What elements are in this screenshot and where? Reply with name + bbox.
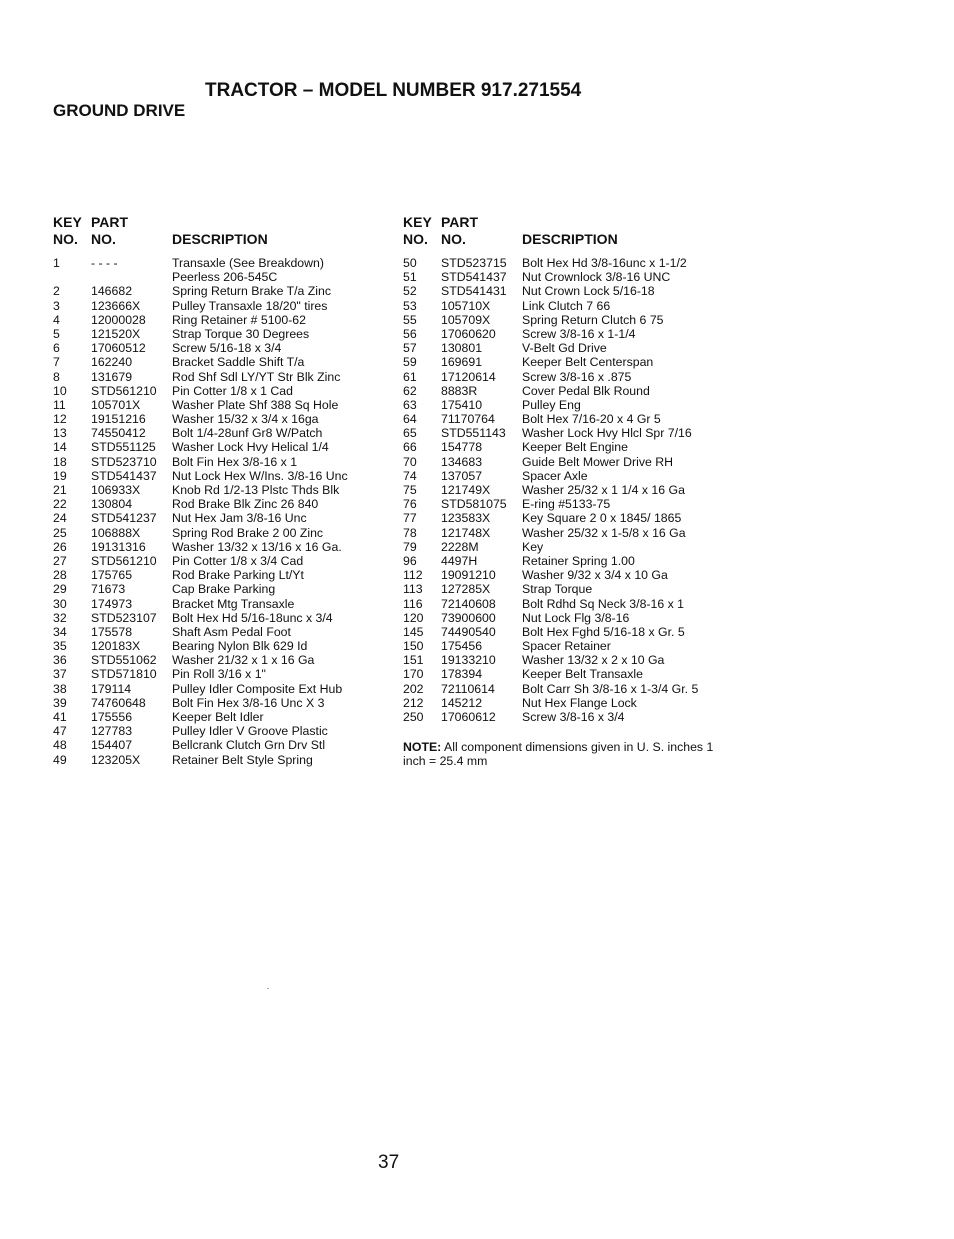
part-number: 175456 [441,639,483,654]
parts-row [53,639,383,653]
part-number: STD523710 [91,454,157,469]
key-number: 78 [403,525,417,540]
parts-row [403,667,733,681]
part-number: 17060612 [441,710,496,724]
part-description: Spring Return Clutch 6 75 [522,312,664,327]
left-parts-rows [53,256,383,767]
parts-row [53,738,383,752]
part-number: 137057 [441,468,483,483]
part-number: STD541437 [441,270,507,285]
parts-row [53,625,383,639]
part-number: STD523107 [91,610,157,625]
part-description: Spacer Retainer [522,639,611,654]
part-description: Strap Torque 30 Degrees [172,326,310,341]
part-number: 106888X [91,525,141,540]
parts-row [403,313,733,327]
key-number: 29 [53,582,67,597]
part-number: 130804 [91,497,133,512]
part-description: Pin Roll 3/16 x 1" [172,667,266,682]
part-number: 71673 [91,582,126,597]
part-number: 105710X [441,298,491,313]
key-number: 48 [53,738,67,753]
key-number: 62 [403,383,417,398]
parts-row [403,299,733,313]
part-number: 131679 [91,369,133,384]
key-number: 49 [53,752,67,767]
part-description: Bracket Saddle Shift T/a [172,355,305,370]
part-number: 162240 [91,355,133,370]
part-number: STD571810 [91,667,157,682]
parts-row [53,526,383,540]
key-number: 2 [53,284,60,299]
key-number: 75 [403,483,417,497]
key-number: 212 [403,695,424,710]
parts-row [403,327,733,341]
parts-row [53,483,383,497]
part-description: Bolt Fin Hex 3/8-16 x 1 [172,454,298,469]
description-header: DESCRIPTION [522,231,618,247]
part-description: Screw 3/8-16 x 1-1/4 [522,326,636,341]
part-number: STD551062 [91,653,157,668]
part-description: Rod Shf Sdl LY/YT Str Blk Zinc [172,369,341,384]
part-description: Rod Brake Blk Zinc 26 840 [172,497,319,512]
part-description: Bolt Fin Hex 3/8-16 Unc X 3 [172,695,325,710]
key-number: 21 [53,483,67,497]
parts-row [53,284,383,298]
parts-row [53,426,383,440]
key-number: 10 [53,383,67,398]
part-description: Washer 9/32 x 3/4 x 10 Ga [522,568,668,583]
parts-row [403,341,733,355]
part-description: V-Belt Gd Drive [522,341,607,356]
part-number: STD561210 [91,553,157,568]
parts-row [53,696,383,710]
key-number: 63 [403,397,417,412]
parts-row [403,440,733,454]
parts-row [403,412,733,426]
part-description: Key Square 2 0 x 1845/ 1865 [522,511,682,526]
parts-row [403,384,733,398]
left-table-header [53,214,383,250]
part-number: 154778 [441,440,483,455]
part-number: 8883R [441,383,478,398]
part-number: 72110614 [441,681,495,696]
parts-row [53,440,383,454]
part-number: 127783 [91,724,133,739]
part-description: Ring Retainer # 5100-62 [172,312,306,327]
key-number: 79 [403,539,417,554]
key-number: 59 [403,355,417,370]
part-number: STD541431 [441,284,507,299]
part-description: Link Clutch 7 66 [522,298,611,313]
part-description: Nut Lock Hex W/Ins. 3/8-16 Unc [172,468,348,483]
part-description: Spring Rod Brake 2 00 Zinc [172,525,324,540]
note-text: All component dimensions given in U. S. inches 1 inch = 25.4 mm [403,740,714,769]
parts-row [403,256,733,270]
parts-row [53,299,383,313]
part-description: Pin Cotter 1/8 x 3/4 Cad [172,553,304,568]
parts-row [53,384,383,398]
parts-row [53,753,383,767]
part-description: Nut Lock Flg 3/8-16 [522,610,630,625]
key-number: 11 [53,397,66,412]
parts-row [403,653,733,667]
parts-row [403,497,733,511]
part-number: 123205X [91,752,141,767]
key-number: 53 [403,298,417,313]
part-description: Washer Plate Shf 388 Sq Hole [172,397,339,412]
part-description: Pin Cotter 1/8 x 1 Cad [172,383,293,398]
part-number: STD541237 [91,511,157,526]
part-number: 17120614 [441,369,496,384]
key-number: 65 [403,426,417,441]
part-description: Nut Crown Lock 5/16-18 [522,284,655,299]
part-description: Keeper Belt Centerspan [522,355,654,370]
parts-row [403,582,733,596]
key-number: 3 [53,298,60,313]
part-description: Washer 13/32 x 13/16 x 16 Ga. [172,539,342,554]
parts-row [53,497,383,511]
key-number: 150 [403,639,424,654]
part-number: 134683 [441,454,483,469]
key-number: 35 [53,639,67,654]
key-number: 22 [53,497,67,512]
parts-row [403,284,733,298]
key-number: 36 [53,653,67,668]
parts-row [53,597,383,611]
parts-row [403,540,733,554]
key-number: 18 [53,454,67,469]
right-table-header [403,214,733,250]
part-number: 179114 [91,681,132,696]
key-number: 27 [53,553,67,568]
part-number: 123666X [91,298,141,313]
key-number: 96 [403,553,417,568]
part-number: STD551143 [441,426,506,441]
part-number: 74760648 [91,695,146,710]
parts-row [53,469,383,483]
part-description: Washer 13/32 x 2 x 10 Ga [522,653,665,668]
part-description: Bolt Hex 7/16-20 x 4 Gr 5 [522,412,661,427]
part-number: 73900600 [441,610,496,625]
parts-row [403,483,733,497]
part-number: 71170764 [441,412,495,427]
parts-row [53,412,383,426]
part-description: Keeper Belt Idler [172,710,264,724]
key-number: 145 [403,624,424,639]
part-number: 121520X [91,326,141,341]
parts-row [403,270,733,284]
part-number: 127285X [441,582,491,597]
parts-row [403,355,733,369]
key-number: 61 [403,369,417,384]
part-description: Bolt Hex Fghd 5/16-18 x Gr. 5 [522,624,685,639]
part-number: 175578 [91,624,133,639]
right-parts-table [403,214,733,724]
part-description: Bolt 1/4-28unf Gr8 W/Patch [172,426,323,441]
parts-row [53,582,383,596]
key-number: 250 [403,710,424,724]
parts-row [403,710,733,724]
key-number: 64 [403,412,417,427]
part-description: Strap Torque [522,582,593,597]
part-description: Screw 3/8-16 x 3/4 [522,710,625,724]
part-number: 17060620 [441,326,496,341]
part-description: Nut Hex Flange Lock [522,695,637,710]
parts-row [53,355,383,369]
parts-row [53,682,383,696]
part-number: 74550412 [91,426,146,441]
part-description: Keeper Belt Transaxle [522,667,643,682]
key-number: 34 [53,624,67,639]
part-number: 174973 [91,596,133,611]
key-number: 5 [53,326,60,341]
page-number: 37 [378,1152,400,1173]
part-description: Cover Pedal Blk Round [522,383,650,398]
key-number: 50 [403,256,417,270]
part-description: Pulley Idler Composite Ext Hub [172,681,343,696]
key-number: 19 [53,468,67,483]
key-number: 4 [53,312,60,327]
part-number: 175410 [441,397,483,412]
part-description: Washer 15/32 x 3/4 x 16ga [172,412,319,427]
key-header-line1: KEY [53,214,82,230]
part-number: 121749X [441,483,491,497]
part-description: Peerless 206-545C [172,270,278,285]
key-number: 77 [403,511,417,526]
part-number: 19091210 [441,568,496,583]
part-description: Washer 25/32 x 1-5/8 x 16 Ga [522,525,686,540]
key-number: 56 [403,326,417,341]
part-description: Guide Belt Mower Drive RH [522,454,674,469]
key-number: 120 [403,610,424,625]
key-number: 70 [403,454,417,469]
part-number: 121748X [441,525,491,540]
part-number: 175556 [91,710,133,724]
part-description: Bellcrank Clutch Grn Drv Stl [172,738,326,753]
parts-row [53,327,383,341]
parts-row [53,611,383,625]
parts-row [53,341,383,355]
parts-row [53,455,383,469]
part-header-line2: NO. [91,231,116,247]
scan-speck [267,988,269,989]
page-title: TRACTOR – MODEL NUMBER 917.271554 [205,80,582,101]
part-description: Shaft Asm Pedal Foot [172,624,291,639]
part-description: Bolt Hex Hd 3/8-16unc x 1-1/2 [522,256,687,270]
parts-row [403,696,733,710]
parts-row [53,667,383,681]
part-description: Transaxle (See Breakdown) [172,256,324,270]
part-number: 154407 [91,738,133,753]
key-number: 7 [53,355,60,370]
key-number: 28 [53,568,67,583]
part-number: 130801 [441,341,483,356]
part-number: 19131316 [91,539,146,554]
part-description: Spacer Axle [522,468,588,483]
part-description: Bolt Carr Sh 3/8-16 x 1-3/4 Gr. 5 [522,681,699,696]
part-number: - - - - [91,256,118,270]
parts-row [53,256,383,270]
part-description: Rod Brake Parking Lt/Yt [172,568,304,583]
part-number: 175765 [91,568,133,583]
part-description: Pulley Eng [522,397,581,412]
part-description: Knob Rd 1/2-13 Plstc Thds Blk [172,483,340,497]
section-title: GROUND DRIVE [53,101,186,120]
key-number: 202 [403,681,424,696]
dimension-note [403,740,723,768]
part-number: 2228M [441,539,479,554]
parts-row [403,398,733,412]
key-number: 39 [53,695,67,710]
part-description: Screw 5/16-18 x 3/4 [172,341,282,356]
key-number: 66 [403,440,417,455]
parts-row [403,568,733,582]
part-description: E-ring #5133-75 [522,497,611,512]
part-description: Retainer Spring 1.00 [522,553,635,568]
note-label: NOTE: [403,740,442,754]
parts-row [403,639,733,653]
part-number: 169691 [441,355,483,370]
part-number: 17060512 [91,341,146,356]
part-description: Washer Lock Hvy Helical 1/4 [172,440,329,455]
part-description: Washer Lock Hvy Hlcl Spr 7/16 [522,426,692,441]
part-number: 19151216 [91,412,146,427]
key-number: 13 [53,426,67,441]
part-description: Washer 21/32 x 1 x 16 Ga [172,653,315,668]
part-header-line2: NO. [441,231,466,247]
parts-row [403,370,733,384]
part-number: 178394 [441,667,483,682]
parts-row [53,270,383,284]
part-number: 146682 [91,284,133,299]
part-description: Key [522,539,544,554]
part-description: Nut Crownlock 3/8-16 UNC [522,270,671,285]
key-number: 14 [53,440,67,455]
part-number: 72140608 [441,596,496,611]
part-number: STD551125 [91,440,156,455]
key-number: 151 [403,653,424,668]
key-number: 37 [53,667,67,682]
description-header: DESCRIPTION [172,231,268,247]
parts-row [53,313,383,327]
key-number: 116 [403,596,423,611]
part-description: Spring Return Brake T/a Zinc [172,284,332,299]
part-number: 123583X [441,511,491,526]
part-description: Pulley Transaxle 18/20" tires [172,298,328,313]
key-number: 170 [403,667,424,682]
part-number: 4497H [441,553,478,568]
key-number: 24 [53,511,67,526]
key-header-line1: KEY [403,214,432,230]
part-number: STD523715 [441,256,507,270]
parts-row [403,469,733,483]
key-number: 30 [53,596,67,611]
part-header-line1: PART [91,214,129,230]
part-description: Bracket Mtg Transaxle [172,596,295,611]
part-description: Cap Brake Parking [172,582,276,597]
parts-row [403,611,733,625]
parts-row [53,554,383,568]
parts-row [403,511,733,525]
left-parts-table [53,214,383,767]
key-number: 26 [53,539,67,554]
part-number: 105701X [91,397,141,412]
right-parts-rows [403,256,733,724]
part-description: Bearing Nylon Blk 629 Id [172,639,308,654]
parts-row [53,540,383,554]
key-number: 1 [53,256,60,270]
parts-row [403,426,733,440]
part-description: Pulley Idler V Groove Plastic [172,724,328,739]
key-number: 32 [53,610,67,625]
part-number: 105709X [441,312,491,327]
parts-row [403,625,733,639]
part-number: STD581075 [441,497,507,512]
key-number: 47 [53,724,67,739]
part-description: Nut Hex Jam 3/8-16 Unc [172,511,307,526]
key-header-line2: NO. [403,231,428,247]
key-number: 41 [53,710,67,724]
key-number: 12 [53,412,67,427]
part-number: 106933X [91,483,141,497]
parts-row [403,554,733,568]
parts-row [53,511,383,525]
part-description: Washer 25/32 x 1 1/4 x 16 Ga [522,483,685,497]
part-description: Screw 3/8-16 x .875 [522,369,632,384]
key-number: 55 [403,312,417,327]
key-number: 25 [53,525,67,540]
parts-row [403,526,733,540]
part-number: 19133210 [441,653,496,668]
parts-row [53,710,383,724]
parts-row [53,398,383,412]
key-number: 57 [403,341,417,356]
part-description: Bolt Hex Hd 5/16-18unc x 3/4 [172,610,333,625]
part-description: Bolt Rdhd Sq Neck 3/8-16 x 1 [522,596,684,611]
key-number: 8 [53,369,60,384]
part-header-line1: PART [441,214,479,230]
parts-row [53,568,383,582]
part-number: 74490540 [441,624,496,639]
key-number: 112 [403,568,423,583]
parts-row [403,682,733,696]
parts-row [53,370,383,384]
parts-row [403,597,733,611]
part-number: 120183X [91,639,141,654]
key-number: 74 [403,468,417,483]
key-number: 38 [53,681,67,696]
part-description: Retainer Belt Style Spring [172,752,313,767]
key-number: 6 [53,341,60,356]
part-number: 145212 [441,695,483,710]
key-number: 76 [403,497,417,512]
parts-row [53,653,383,667]
parts-row [53,724,383,738]
parts-row [403,455,733,469]
key-header-line2: NO. [53,231,78,247]
part-description: Keeper Belt Engine [522,440,628,455]
key-number: 51 [403,270,417,285]
part-number: STD561210 [91,383,157,398]
part-number: 12000028 [91,312,146,327]
key-number: 113 [403,582,423,597]
part-number: STD541437 [91,468,157,483]
key-number: 52 [403,284,417,299]
